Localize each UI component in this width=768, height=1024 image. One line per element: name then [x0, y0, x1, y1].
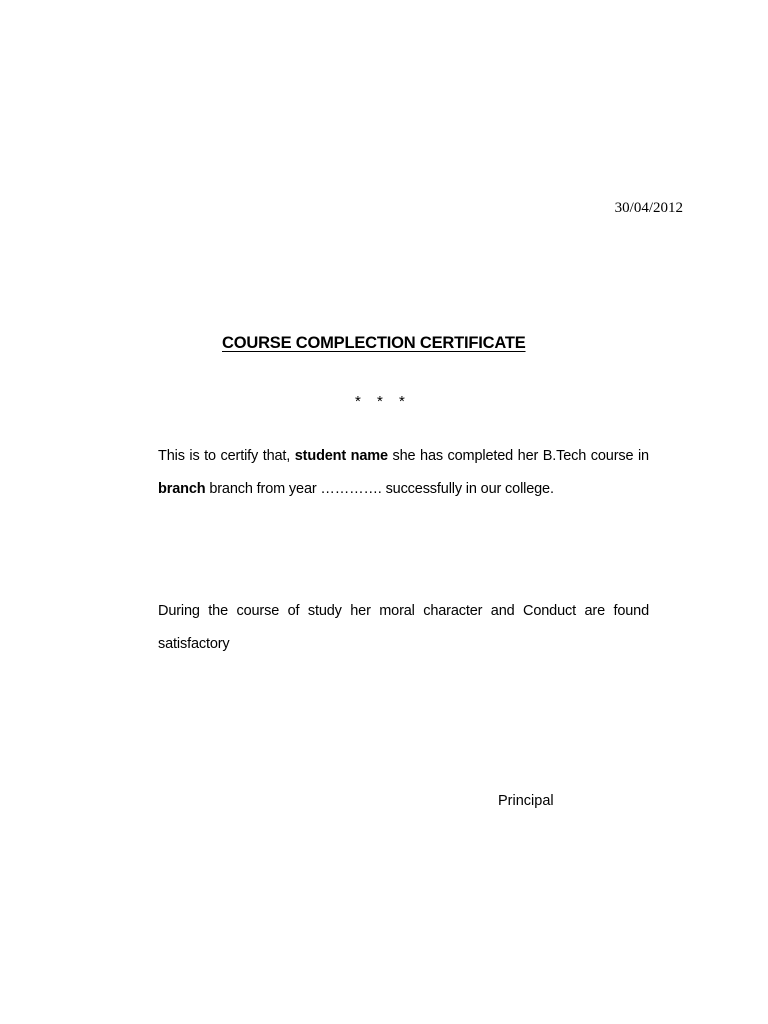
student-name-placeholder: student name: [294, 448, 388, 464]
certify-text-start: This is to certify that,: [158, 448, 295, 464]
signatory-label: Principal: [498, 793, 554, 809]
certify-text-middle: she has completed her B.Tech course in: [387, 448, 649, 464]
certificate-title: COURSE COMPLECTION CERTIFICATE: [222, 334, 526, 352]
certification-paragraph: [158, 440, 649, 506]
certificate-date: 30/04/2012: [614, 200, 683, 216]
branch-placeholder: branch: [158, 481, 206, 497]
certify-text-end: branch from year …………. successfully in our college.: [205, 481, 554, 497]
separator-stars: * * *: [355, 393, 405, 410]
conduct-paragraph: During the course of study her moral character and Conduct are found satisfactory: [158, 603, 649, 652]
